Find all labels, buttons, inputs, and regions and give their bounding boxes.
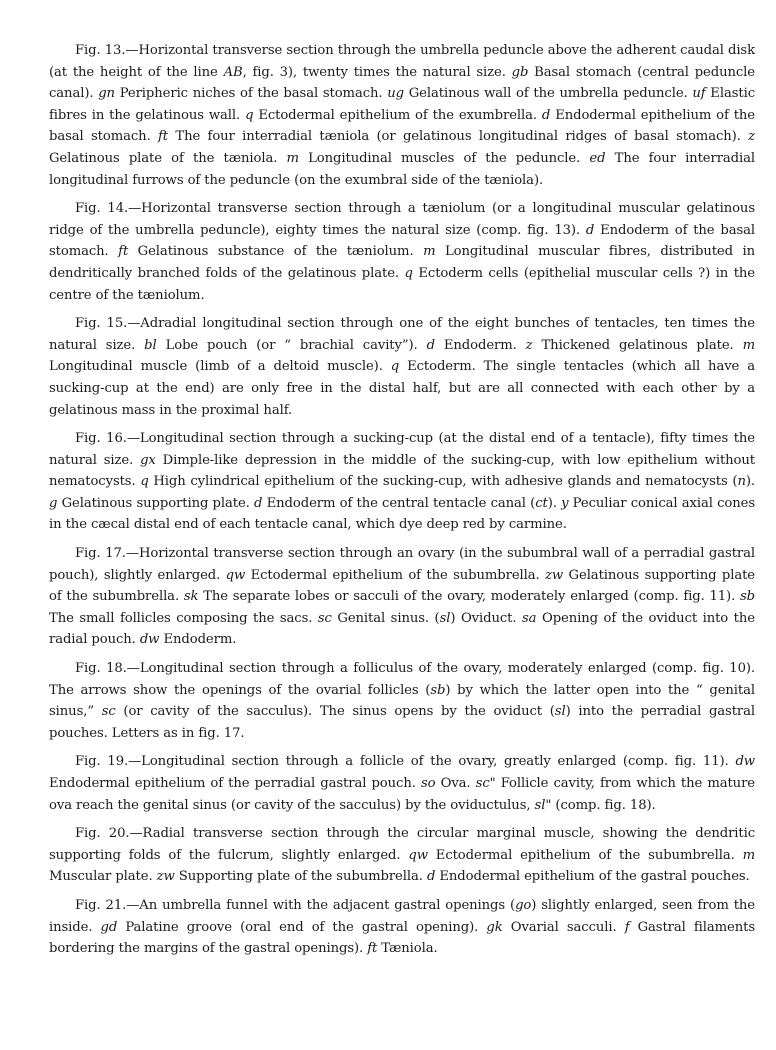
caption-text: Endodermal epithelium of the perradial gastral pouch. (49, 776, 421, 791)
caption-text: (or cavity of the sacculus). The sinus opens by the oviduct ( (115, 704, 555, 720)
caption-text: Ovarial sacculi. (502, 919, 625, 935)
caption-text: Elastic fibres in the gelatinous wall. (49, 86, 755, 123)
caption-text: Lobe pouch (or “ brachial cavity”). (156, 337, 427, 353)
caption-text: The four interradial longitudinal furrows of the peduncle (on the exumbral side of the tæniola). (49, 150, 755, 188)
figure-19-caption (49, 751, 755, 816)
figure-letter-key: bl (144, 337, 157, 353)
caption-text: Fig. 15.—Adradial longitudinal section through one of the eight bunches of tentacles, ten times the natural size. (49, 316, 755, 353)
caption-text: Fig. 21.—An umbrella funnel with the adjacent gastral openings ( (75, 897, 516, 913)
figure-letter-key: q (245, 107, 254, 123)
figure-letter-key: n (737, 474, 746, 490)
caption-text: Endoderm. (159, 632, 237, 648)
figure-letter-key: sl (439, 610, 451, 626)
figure-letter-key: ft (367, 941, 378, 957)
figure-letter-key: m (742, 847, 755, 863)
figure-letter-key: m (742, 337, 755, 353)
caption-text: The small follicles composing the sacs. (49, 610, 318, 626)
figure-letter-key: q (140, 474, 149, 490)
figure-letter-key: sc" (475, 776, 496, 791)
figure-letter-key: g (49, 495, 58, 511)
figure-letter-key: go (515, 897, 532, 913)
figure-letter-key: qw (225, 567, 246, 583)
caption-text: Endoderm of the central tentacle canal ( (262, 495, 536, 511)
caption-text: Ectoderm. The single tentacles (which all have a sucking-cup at the end) are only free in the distal half, but are all connected with each other by a gelatinous mass in the proximal half. (49, 359, 755, 418)
figure-letter-key: gb (511, 64, 529, 80)
caption-text: High cylindrical epithelium of the sucking-cup, with adhesive glands and nematocysts ( (148, 474, 738, 490)
caption-text: Gelatinous wall of the umbrella peduncle. (403, 86, 693, 102)
caption-text: Longitudinal muscle (limb of a deltoid muscle). (49, 359, 391, 375)
caption-text: Longitudinal muscles of the peduncle. (298, 150, 590, 166)
figure-17-caption (49, 543, 755, 651)
caption-text: Peculiar conical axial cones in the cæcal distal end of each tentacle canal, which dye deep red by carmine. (49, 495, 755, 533)
caption-text: Gelatinous plate of the tæniola. (49, 150, 287, 166)
caption-text: The separate lobes or sacculi of the ovary, moderately enlarged (comp. fig. 11). (198, 589, 740, 605)
figure-letter-key: z (748, 129, 755, 145)
caption-text: The four interradial tæniola (or gelatinous longitudinal ridges of basal stomach). (168, 129, 749, 145)
caption-text: Fig. 19.—Longitudinal section through a follicle of the ovary, greatly enlarged (comp. fig. 11). (75, 754, 736, 770)
figure-letter-key: d (254, 495, 263, 511)
figure-letter-key: y (561, 495, 569, 511)
caption-text: Fig. 17.—Horizontal transverse section through an ovary (in the subumbral wall of a perradial gastral pouch), slightly enlarged. (49, 546, 755, 583)
caption-text: Peripheric niches of the basal stomach. (114, 86, 388, 102)
caption-text: Fig. 14.—Horizontal transverse section through a tæniolum (or a longitudinal muscular gelatinous ridge of the umbrella peduncle), eighty times the natural size (comp. fig. 13). (49, 201, 755, 238)
caption-text: Fig. 20.—Radial transverse section through the circular marginal muscle, showing the dendritic supporting folds of the fulcrum, slightly enlarged. (49, 826, 755, 863)
figure-21-caption (49, 895, 755, 960)
figure-letter-key: sk (183, 589, 199, 605)
figure-letter-key: gn (98, 86, 115, 102)
caption-text: ). (547, 495, 562, 511)
figure-letter-key: zw (545, 567, 564, 583)
caption-text: ) Oviduct. (450, 610, 522, 626)
caption-text: Palatine groove (oral end of the gastral opening). (117, 919, 487, 935)
caption-text: (comp. fig. 18). (551, 797, 656, 813)
caption-text: Endodermal epithelium of the gastral pouches. (435, 869, 750, 885)
caption-text: Muscular plate. (49, 869, 157, 885)
figure-16-caption (49, 428, 755, 536)
caption-text: Gelatinous substance of the tæniolum. (128, 244, 424, 260)
figure-letter-key: so (420, 776, 436, 791)
caption-text: ) into the perradial gastral pouches. Letters as in fig. 17. (49, 704, 756, 741)
caption-text: Longitudinal muscular fibres, distributed in dendritically branched folds of the gelatinous plate. (49, 244, 755, 281)
figure-letter-key: q (404, 265, 413, 281)
figure-letter-key: d (585, 222, 595, 238)
figure-letter-key: qw (408, 847, 428, 863)
figure-letter-key: gx (140, 452, 156, 468)
caption-text: Follicle cavity, from which the mature ova reach the genital sinus (or cavity of the sacculus) by the oviductulus, (49, 776, 755, 813)
figure-letter-key: ct (535, 495, 548, 511)
caption-text: Ectoderm cells (epithelial muscular cells ?) in the centre of the tæniolum. (49, 265, 756, 303)
caption-text: Basal stomach (central peduncle canal). (49, 64, 755, 102)
figure-14-caption (49, 198, 755, 306)
figure-letter-key: uf (692, 86, 706, 102)
figure-letter-key: sa (522, 610, 537, 626)
figure-letter-key: q (390, 359, 400, 375)
caption-text: Genital sinus. ( (331, 610, 440, 626)
figure-letter-key: dw (735, 754, 755, 770)
caption-text: Endoderm. (434, 337, 526, 353)
figure-letter-key: ft (158, 129, 169, 145)
figure-letter-key: dw (139, 632, 160, 648)
figure-letter-key: sc (101, 704, 116, 720)
figure-letter-key: d (426, 869, 436, 885)
figure-letter-key: d (426, 337, 435, 353)
caption-text: Gastral filaments bordering the margins of the gastral openings). (49, 919, 755, 957)
caption-text: ). (745, 474, 755, 490)
figure-letter-key: m (286, 150, 299, 166)
figure-letter-key: ug (387, 86, 404, 102)
figure-explanation-page (49, 40, 755, 967)
figure-letter-key: z (525, 337, 533, 353)
figure-letter-key: gk (486, 919, 503, 935)
caption-text: Gelatinous supporting plate. (57, 495, 255, 511)
caption-text: Ova. (435, 776, 476, 791)
caption-text: Opening of the oviduct into the radial pouch. (49, 610, 755, 648)
caption-text: Endodermal epithelium of the basal stomach. (49, 107, 756, 145)
caption-text: Tæniola. (377, 941, 438, 957)
figure-letter-key: sl (554, 704, 566, 720)
caption-text: Ectodermal epithelium of the subumbrella. (245, 567, 546, 583)
caption-text: Ectodermal epithelium of the subumbrella. (427, 847, 743, 863)
caption-text: Ectodermal epithelium of the exumbrella. (253, 107, 542, 123)
caption-text: Fig. 16.—Longitudinal section through a sucking-cup (at the distal end of a tentacle), fifty times the natural size. (49, 431, 755, 468)
figure-18-caption (49, 658, 755, 744)
figure-letter-key: sb (430, 682, 446, 698)
figure-20-caption (49, 823, 755, 888)
figure-letter-key: sc (317, 610, 332, 626)
figure-letter-key: ft (118, 244, 129, 260)
figure-13-caption (49, 40, 755, 191)
caption-text: ) by which the latter open into the “ genital sinus,” (49, 682, 755, 720)
figure-letter-key: ed (589, 150, 606, 166)
caption-text: Gelatinous supporting plate of the subumbrella. (49, 567, 755, 605)
figure-letter-key: AB (223, 64, 243, 80)
figure-letter-key: gd (100, 919, 118, 935)
caption-text: Dimple-like depression in the middle of the sucking-cup, with low epithelium without nematocysts. (49, 452, 755, 490)
figure-letter-key: f (624, 919, 630, 935)
figure-letter-key: m (423, 244, 436, 260)
figure-letter-key: zw (156, 869, 175, 885)
figure-letter-key: d (541, 107, 551, 123)
figure-letter-key: sb (740, 589, 756, 605)
figure-letter-key: sl" (534, 797, 552, 813)
caption-text: , fig. 3), twenty times the natural size. (242, 64, 512, 80)
caption-text: ) slightly enlarged, seen from the inside. (49, 897, 755, 935)
caption-text: Fig. 13.—Horizontal transverse section through the umbrella peduncle above the adherent caudal disk (at the height of the line (49, 43, 755, 80)
caption-text: Supporting plate of the subumbrella. (174, 869, 427, 885)
figure-15-caption (49, 313, 755, 421)
caption-text: Endoderm of the basal stomach. (49, 222, 756, 260)
caption-text: Thickened gelatinous plate. (532, 337, 743, 353)
caption-text: Fig. 18.—Longitudinal section through a folliculus of the ovary, moderately enlarged (comp. fig. 10). The arrows show the openings of the ovarial follicles ( (49, 661, 755, 698)
